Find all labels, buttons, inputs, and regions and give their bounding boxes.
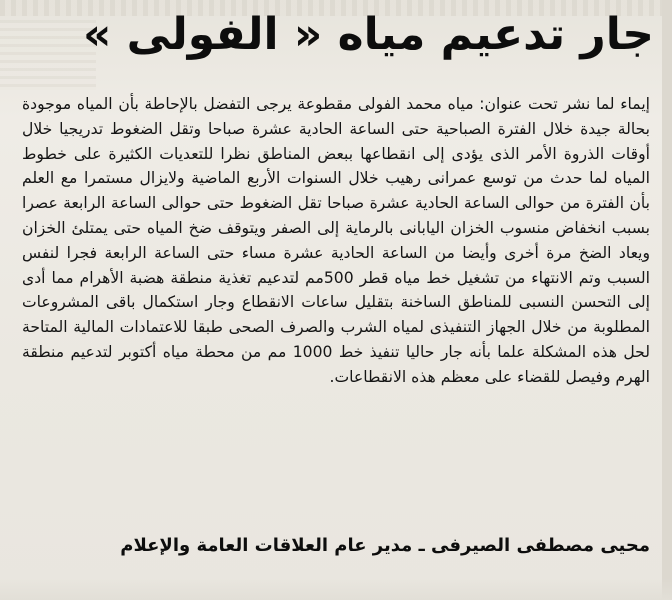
clipping-edge: [662, 0, 672, 600]
article-headline: جار تدعيم مياه « الفولى »: [82, 9, 654, 60]
article-signature: محيى مصطفى الصيرفى ـ مدير عام العلاقات العامة والإعلام: [120, 535, 650, 556]
article-body: [22, 92, 650, 390]
bleed-through-texture-side: [0, 20, 96, 90]
paper-bottom-shade: [0, 578, 672, 600]
article-paragraph: إيماء لما نشر تحت عنوان: مياه محمد الفولى مقطوعة يرجى التفضل بالإحاطة بأن المياه موجودة بحالة جيدة خلال الفترة الصباحية حتى الساعة الحادية عشرة صباحا وتقل الضغوط تدريجيا خلال أوقات الذروة الأمر الذى يؤدى إلى انقطاعها ببعض المناطق نظرا للتعديات الكثيرة على خطوط المياه لما حدث من توسع عمرانى رهيب خلال السنوات الأربع الماضية ولايزال مستمرا مع العلم بأن الفترة من حوالى الساعة الحادية عشرة صباحا تقل الضغوط حتى حوالى الساعة الرابعة عصرا بسبب انخفاض منسوب الخزان اليابانى بالرماية إلى الصفر ويتوقف ضخ المياه حتى يمتلئ الخزان ويعاد الضخ مرة أخرى وأيضا من الساعة الحادية عشرة مساء حتى الساعة الرابعة فجرا لنفس السبب وتم الانتهاء من تشغيل خط مياه قطر 500مم لتدعيم تغذية منطقة هضبة الأهرام مما أدى إلى التحسن النسبى للمناطق الساخنة بتقليل ساعات الانقطاع وجار استكمال باقى المشروعات المطلوبة من خلال الجهاز التنفيذى لمياه الشرب والصرف الصحى طبقا للاعتمادات المالية المتاحة لحل هذه المشكلة علما بأنه جار حاليا تنفيذ خط 1000 مم من محطة مياه أكتوبر لتدعيم منطقة الهرم وفيصل للقضاء على معظم هذه الانقطاعات.: [22, 95, 650, 386]
